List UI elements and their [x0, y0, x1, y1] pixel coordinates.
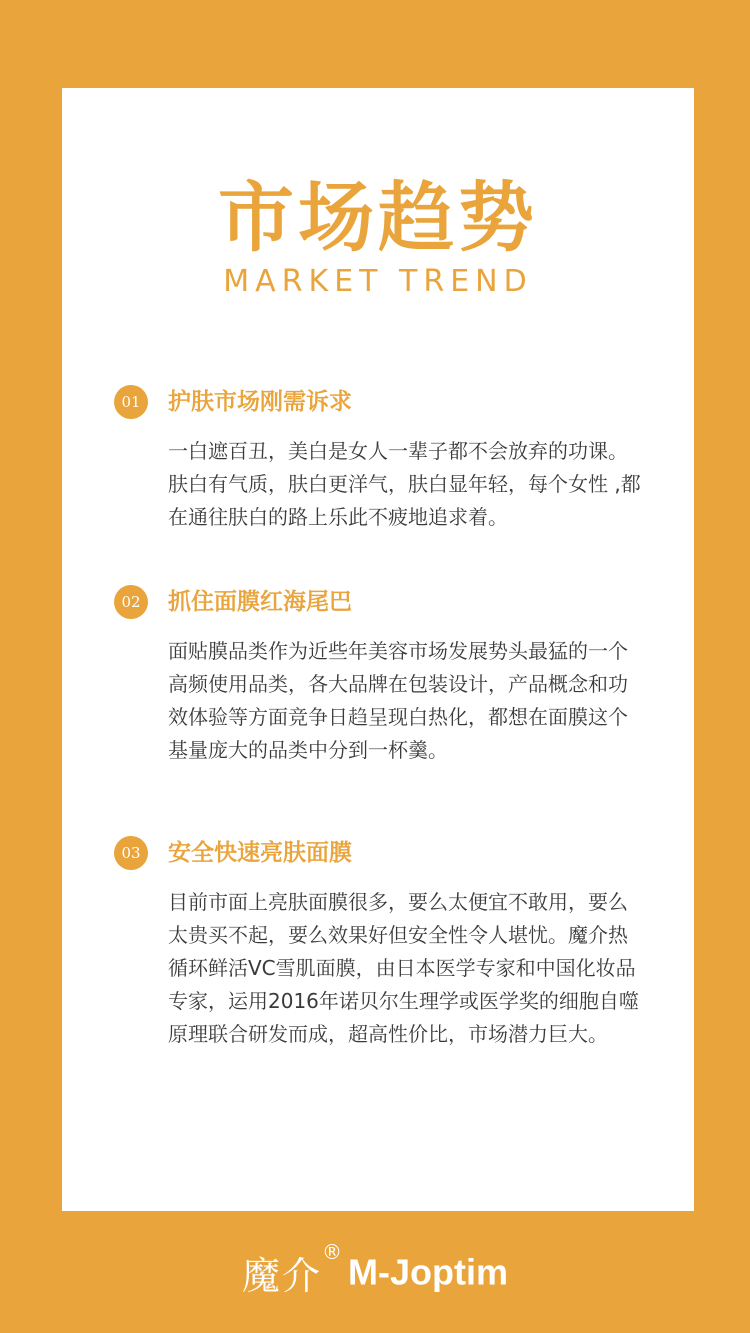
section-body: 目前市面上亮肤面膜很多，要么太便宜不敢用，要么太贵买不起，要么效果好但安全性令人堪忧。魔介热循环鲜活VC雪肌面膜，由日本医学专家和中国化妆品专家，运用2016年诺贝尔生理学或医学奖的细胞自噬原理联合研发而成，超高性价比，市场潜力巨大。 — [168, 890, 639, 1046]
section-body: 一白遮百丑，美白是女人一辈子都不会放弃的功课。肤白有气质，肤白更洋气，肤白显年轻，每个女性 ,都在通往肤白的路上乐此不疲地追求着。 — [168, 439, 641, 529]
section-heading: 安全快速亮肤面膜 — [168, 840, 352, 866]
section-body: 面贴膜品类作为近些年美容市场发展势头最猛的一个高频使用品类，各大品牌在包装设计，产品概念和功效体验等方面竞争日趋呈现白热化，都想在面膜这个基量庞大的品类中分到一杯羹。 — [168, 639, 628, 762]
section-number-badge: 01 — [114, 385, 148, 419]
content-card — [62, 88, 694, 1211]
brand-footer — [0, 1240, 750, 1300]
section-number-badge: 02 — [114, 585, 148, 619]
page-subtitle: MARKET TREND — [223, 264, 533, 299]
brand-name-en: M-Joptim — [348, 1251, 508, 1293]
section-heading: 护肤市场刚需诉求 — [168, 389, 352, 415]
brand-name-cn: 魔介 — [242, 1254, 323, 1298]
page-title: 市场趋势 — [218, 173, 538, 262]
registered-mark: ® — [322, 1240, 343, 1264]
section-number-badge: 03 — [114, 836, 148, 870]
section-heading: 抓住面膜红海尾巴 — [168, 589, 352, 615]
